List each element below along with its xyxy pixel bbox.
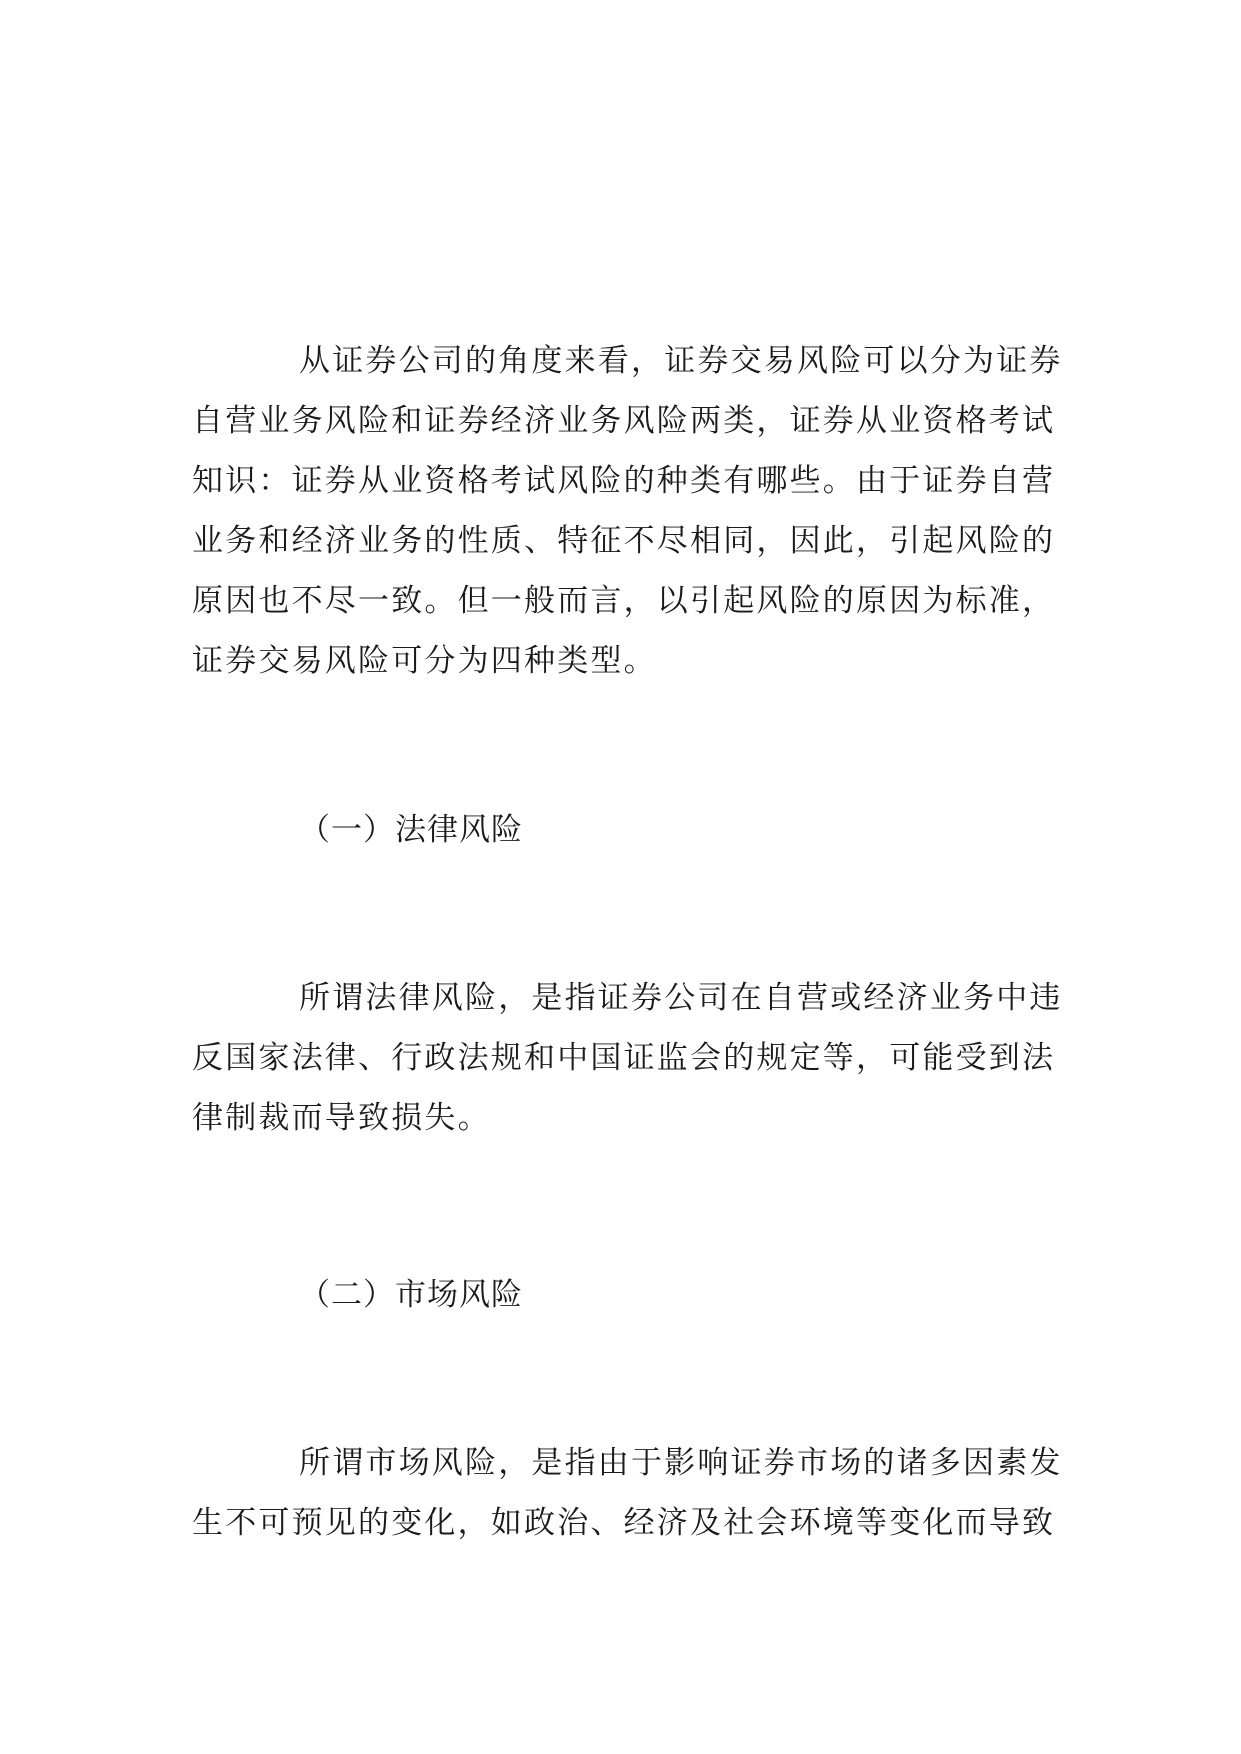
paragraph-legal-risk: [192, 968, 1063, 1148]
paragraph-market-risk: [192, 1433, 1063, 1553]
paragraph-line: 知识：证券从业资格考试风险的种类有哪些。由于证券自营: [192, 463, 1056, 499]
paragraph-line: 所谓市场风险，是指由于影响证券市场的诸多因素发: [299, 1445, 1063, 1481]
paragraph-line: 自营业务风险和证券经济业务风险两类，证券从业资格考试: [192, 403, 1056, 439]
paragraph-line: 从证券公司的角度来看，证券交易风险可以分为证券: [299, 343, 1063, 379]
section-heading-text: （一）法律风险: [299, 812, 523, 848]
paragraph-line: 证券交易风险可分为四种类型。: [192, 643, 657, 679]
paragraph-line: 所谓法律风险，是指证券公司在自营或经济业务中违: [299, 980, 1063, 1016]
section-heading-text: （二）市场风险: [299, 1277, 523, 1313]
paragraph-line: 生不可预见的变化，如政治、经济及社会环境等变化而导致: [192, 1505, 1056, 1541]
paragraph-line: 原因也不尽一致。但一般而言，以引起风险的原因为标准，: [192, 583, 1056, 619]
paragraph-line: 律制裁而导致损失。: [192, 1100, 491, 1136]
paragraph-trading-risk-types: [192, 331, 1063, 691]
paragraph-line: 业务和经济业务的性质、特征不尽相同，因此，引起风险的: [192, 523, 1056, 559]
paragraph-line: 反国家法律、行政法规和中国证监会的规定等，可能受到法: [192, 1040, 1056, 1076]
section-heading-market-risk: [192, 1265, 1052, 1325]
section-heading-legal-risk: [192, 800, 1052, 860]
